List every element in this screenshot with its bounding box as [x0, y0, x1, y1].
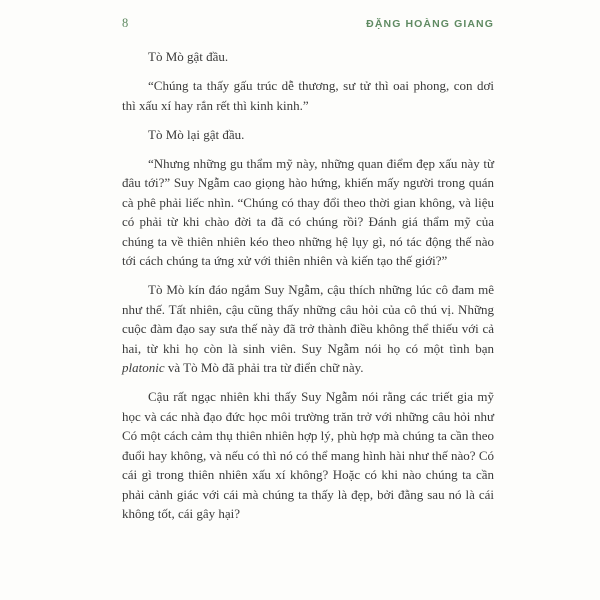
paragraph — [122, 47, 494, 67]
paragraph — [122, 125, 494, 145]
body-text — [122, 47, 494, 524]
paragraph — [122, 280, 494, 378]
text-segment: và Tò Mò đã phải tra từ điển chữ này. — [164, 360, 364, 375]
text-segment: Cậu rất ngạc nhiên khi thấy Suy Ngẫm nói rằng các triết gia mỹ học và các nhà đạo đức học môi trường trăn trở với những câu hỏi như Có một cách cảm thụ thiên nhiên hợp lý, phù hợp mà chúng ta cần theo đuổi hay không, và nếu có thì nó có thể mang hình hài như thế nào? Có cái gì trong thiên nhiên xấu xí không? Hoặc có khi nào chúng ta cần phải cảnh giác với cái mà chúng ta thấy là đẹp, bởi đằng sau nó là cái không tốt, cái gây hại? — [122, 389, 494, 521]
text-segment: “Chúng ta thấy gấu trúc dễ thương, sư tử thì oai phong, con dơi thì xấu xí hay rắn rết thì kinh kinh.” — [122, 78, 494, 113]
italic-text: platonic — [122, 360, 165, 375]
paragraph — [122, 387, 494, 524]
text-segment: Tò Mò lại gật đầu. — [148, 126, 245, 142]
paragraph — [122, 154, 494, 271]
text-segment: Tò Mò gật đầu. — [148, 49, 229, 64]
running-head-author: ĐẶNG HOÀNG GIANG — [366, 18, 494, 30]
text-segment: “Nhưng những gu thẩm mỹ này, những quan điểm đẹp xấu này từ đâu tới?” Suy Ngẫm cao giọng hào hứng, khiến mấy người trong quán cà phê phải liếc nhìn. “Chúng có thay đổi theo thời gian không, và liệu có phải từ khi chào đời ta đã có chúng rồi? Đánh giá thẩm mỹ của chúng ta về thiên nhiên kéo theo những hệ lụy gì, nó tác động thế nào tới cách chúng ta ứng xử với thiên nhiên và kiến tạo thế giới?” — [122, 155, 494, 268]
page-header — [122, 16, 494, 31]
page-number: 8 — [122, 16, 129, 30]
paragraph — [122, 76, 494, 115]
text-segment: Tò Mò kín đáo ngắm Suy Ngẫm, cậu thích những lúc cô đam mê như thế. Tất nhiên, cậu cũng thấy những câu hỏi của cô thú vị. Những cuộc đàm đạo say sưa thế này đã trở thành điều không thể thiếu với cả hai, từ khi họ còn là sinh viên. Suy Ngẫm nói họ có một tình bạn — [122, 282, 494, 356]
